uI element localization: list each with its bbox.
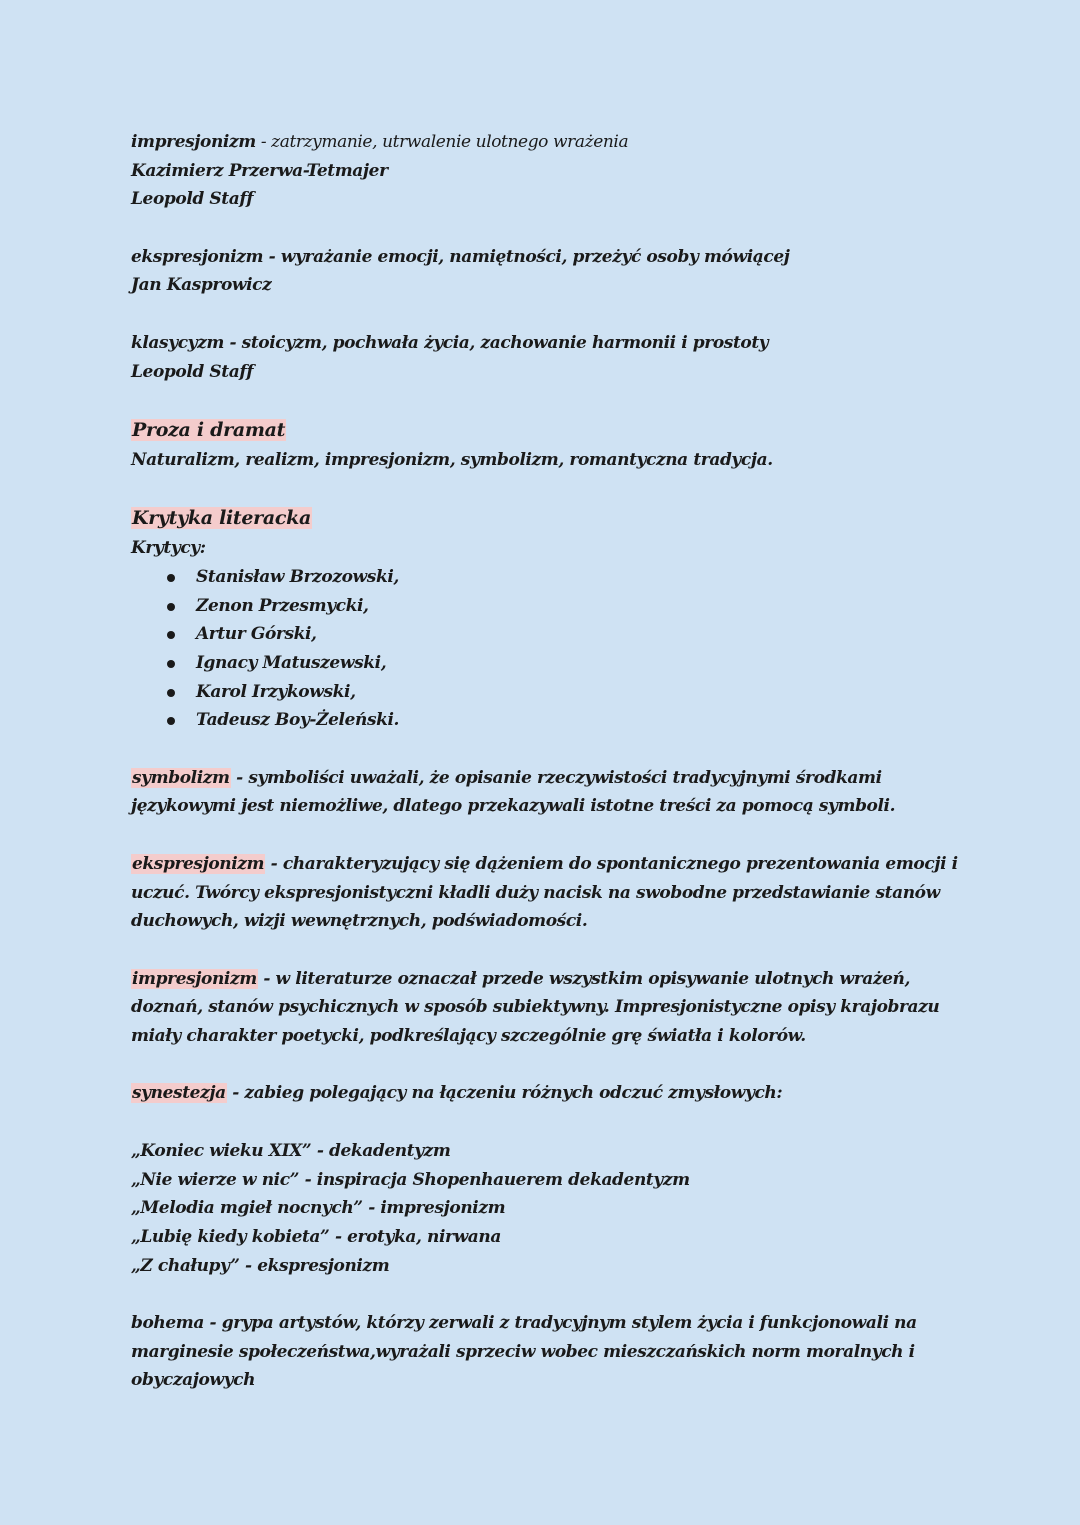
definition-text: - w literaturze oznaczał przede wszystkim opisywanie ulotnych wrażeń, doznań, stanów psychicznych w sposób subiektywny. Impresjonistyczne opisy krajobrazu miały charakter poetycki, podkreślający szczególnie grę światła i kolorów. — [131, 968, 940, 1047]
heading-highlight: Krytyka literacka — [132, 507, 312, 530]
bullet-icon — [167, 717, 175, 725]
poem-line: „Nie wierze w nic” - inspiracja Shopenhauerem dekadentyzm — [131, 1169, 690, 1190]
critic-name: Zenon Przesmycki, — [196, 595, 369, 616]
term-highlight: ekspresjonizm — [132, 853, 265, 874]
prose-text: Naturalizm, realizm, impresjonizm, symbolizm, romantyczna tradycja. — [131, 449, 773, 470]
critic-name: Artur Górski, — [196, 624, 317, 645]
bullet-icon — [167, 574, 175, 582]
bullet-icon — [167, 631, 175, 639]
poem-line: „Lubię kiedy kobieta” - erotyka, nirwana — [131, 1226, 501, 1247]
list-item — [131, 563, 961, 592]
critic-name: Ignacy Matuszewski, — [196, 653, 387, 673]
author: Leopold Staff — [131, 361, 254, 382]
definition-text: - charakteryzujący się dążeniem do spontanicznego prezentowania emocji i uczuć. Twórcy ekspresjonistyczni kładli duży nacisk na swobodne przedstawianie stanów duchowych, wizji wewnętrznych, podświadomości. — [131, 853, 958, 932]
current-ekspresjonizm — [131, 243, 961, 272]
critic-name: Karol Irzykowski, — [196, 681, 356, 702]
definition: - zatrzymanie, utrwalenie ulotnego wrażenia — [255, 132, 629, 152]
definition: - stoicyzm, pochwała życia, zachowanie harmonii i prostoty — [223, 332, 769, 353]
term: bohema — [131, 1312, 205, 1333]
list-item — [131, 649, 961, 678]
list-item — [131, 620, 961, 649]
current-klasycyzm — [131, 329, 961, 358]
document-page — [131, 128, 961, 1395]
author: Kazimierz Przerwa-Tetmajer — [131, 160, 388, 181]
current-impresjonizm — [131, 128, 961, 157]
critic-name: Tadeusz Boy-Żeleński. — [196, 710, 400, 731]
definition-text: - grypa artystów, którzy zerwali z tradycyjnym stylem życia i funkcjonowali na marginesie społeczeństwa,wyrażali sprzeciw wobec mieszczańskich norm moralnych i obyczajowych — [131, 1312, 917, 1391]
author: Leopold Staff — [131, 189, 254, 210]
definition-ekspresjonizm — [131, 850, 961, 936]
heading-highlight: Proza i dramat — [132, 418, 286, 441]
definition: - wyrażanie emocji, namiętności, przeżyć osoby mówiącej — [263, 246, 790, 267]
critics-label: Krytycy: — [131, 538, 206, 559]
section-heading-criticism — [131, 503, 961, 534]
poem-line: „Koniec wieku XIX” - dekadentyzm — [131, 1140, 451, 1161]
list-item — [131, 678, 961, 707]
list-item — [131, 706, 961, 735]
definition-symbolizm — [131, 764, 961, 821]
term-highlight: symbolizm — [132, 767, 230, 788]
term-highlight: synestezja — [132, 1083, 226, 1104]
definition-text: - zabieg polegający na łączeniu różnych odczuć zmysłowych: — [226, 1083, 783, 1104]
definition-text: - symboliści uważali, że opisanie rzeczywistości tradycyjnymi środkami językowymi jest niemożliwe, dlatego przekazywali istotne treści za pomocą symboli. — [131, 767, 896, 817]
definition-synestezja — [131, 1079, 961, 1108]
critic-name: Stanisław Brzozowski, — [196, 566, 399, 587]
critics-list — [131, 563, 961, 735]
author: Jan Kasprowicz — [131, 275, 272, 296]
term: ekspresjonizm — [131, 246, 264, 267]
list-item — [131, 592, 961, 621]
bullet-icon — [167, 603, 175, 611]
poem-line: „Melodia mgieł nocnych” - impresjonizm — [131, 1198, 506, 1219]
poem-line: „Z chałupy” - ekspresjonizm — [131, 1255, 390, 1276]
definition-bohema — [131, 1309, 961, 1395]
bullet-icon — [167, 689, 175, 697]
term: impresjonizm — [131, 132, 256, 152]
definition-impresjonizm — [131, 965, 961, 1051]
term: klasycyzm — [131, 332, 224, 353]
bullet-icon — [167, 660, 175, 668]
term-highlight: impresjonizm — [132, 968, 257, 989]
section-heading-prose — [131, 415, 961, 446]
